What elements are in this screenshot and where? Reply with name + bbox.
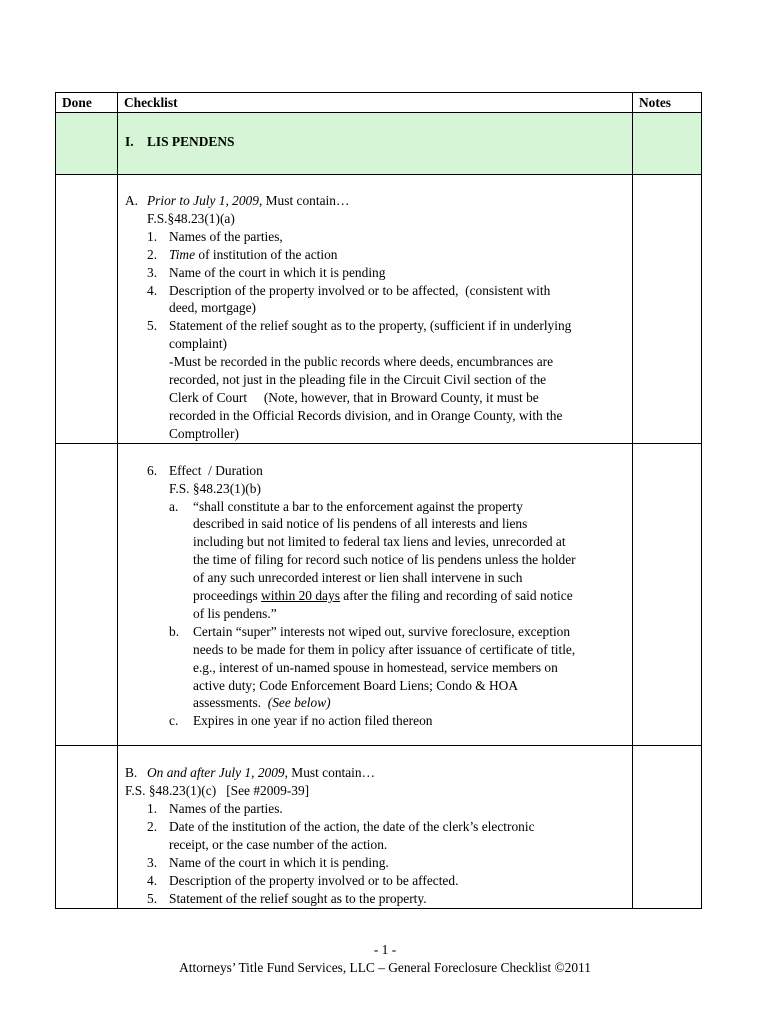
statute-ref: F.S. §48.23(1)(c) [See #2009-39]: [125, 783, 310, 799]
list-item: 2. Time of institution of the action: [147, 246, 338, 262]
done-cell: [56, 113, 118, 175]
statute-ref: F.S. §48.23(1)(b): [169, 480, 261, 496]
part-letter: A.: [125, 193, 139, 208]
list-item: 1. Names of the parties,: [147, 228, 283, 244]
sub-item-line: assessments. (See below): [193, 695, 331, 711]
checklist-column-header: Checklist: [118, 93, 633, 113]
sub-item-line: e.g., interest of un-named spouse in homestead, service members on: [193, 659, 558, 675]
footer-text: Attorneys’ Title Fund Services, LLC – General Foreclosure Checklist ©2011: [179, 960, 591, 975]
sub-item-line: the time of filing for record such notice of lis pendens unless the holder: [193, 552, 576, 568]
sub-item-line: active duty; Code Enforcement Board Liens; Condo & HOA: [193, 677, 519, 693]
list-item-continuation: deed, mortgage): [169, 300, 256, 316]
table-row: [56, 746, 702, 908]
section-row: [56, 113, 702, 175]
checklist-cell: [118, 746, 633, 908]
part-heading-italic: On and after July 1, 2009: [147, 765, 285, 781]
list-item: 5. Statement of the relief sought as to the property.: [147, 890, 427, 906]
list-item: 4. Description of the property involved or to be affected, (consistent with: [147, 282, 551, 298]
notes-cell: [633, 175, 702, 444]
notes-cell: [633, 746, 702, 908]
underlined-deadline: within 20 days: [261, 588, 340, 604]
note-line: Comptroller): [169, 425, 239, 441]
note-line: -Must be recorded in the public records where deeds, encumbrances are: [169, 354, 554, 370]
done-cell: [56, 746, 118, 908]
sub-item: c. Expires in one year if no action filed thereon: [169, 713, 433, 729]
section-title: LIS PENDENS: [147, 134, 235, 149]
done-column-header: Done: [56, 93, 118, 113]
sub-item: a. “shall constitute a bar to the enforcement against the property: [169, 498, 523, 514]
list-item: 5. Statement of the relief sought as to the property, (sufficient if in underlying: [147, 318, 572, 334]
checklist-cell: [118, 175, 633, 444]
part-heading-italic: Prior to July 1, 2009: [147, 193, 259, 208]
sub-item-line: needs to be made for them in policy after issuance of certificate of title,: [193, 641, 576, 657]
checklist-table: [55, 92, 702, 909]
list-item: 3. Name of the court in which it is pending: [147, 264, 386, 280]
notes-cell: [633, 443, 702, 746]
list-item: 4. Description of the property involved or to be affected.: [147, 872, 459, 888]
checklist-cell: [118, 443, 633, 746]
done-cell: [56, 443, 118, 746]
list-item: 6. Effect / Duration: [147, 462, 263, 478]
section-number: I.: [125, 134, 134, 149]
sub-item-line: of lis pendens.”: [193, 605, 277, 621]
sub-item-line: described in said notice of lis pendens of all interests and liens: [193, 516, 528, 532]
note-line: Clerk of Court (Note, however, that in Broward County, it must be: [169, 389, 539, 405]
note-line: recorded, not just in the pleading file in the Circuit Civil section of the: [169, 372, 547, 388]
note-line: recorded in the Official Records division, and in Orange County, with the: [169, 407, 563, 423]
table-header-row: [56, 93, 702, 113]
sub-item-line: proceedings within 20 days after the filing and recording of said notice: [193, 588, 573, 604]
list-item-continuation: receipt, or the case number of the action.: [169, 836, 388, 852]
sub-item: b. Certain “super” interests not wiped out, survive foreclosure, exception: [169, 623, 571, 639]
notes-column-header: Notes: [633, 93, 702, 113]
part-letter: B.: [125, 765, 138, 781]
notes-cell: [633, 113, 702, 175]
section-title-cell: [118, 113, 633, 175]
sub-item-line: of any such unrecorded interest or lien shall intervene in such: [193, 570, 523, 586]
list-item: 1. Names of the parties.: [147, 801, 283, 817]
sub-item-line: including but not limited to federal tax liens and levies, unrecorded at: [193, 534, 566, 550]
statute-ref: F.S.§48.23(1)(a): [147, 210, 235, 226]
table-row: [56, 443, 702, 746]
list-item: 3. Name of the court in which it is pending.: [147, 854, 389, 870]
list-item-continuation: complaint): [169, 336, 228, 352]
list-item: 2. Date of the institution of the action, the date of the clerk’s electronic: [147, 819, 535, 834]
done-cell: [56, 175, 118, 444]
table-row: [56, 175, 702, 444]
part-heading-rest: , Must contain…: [258, 193, 350, 208]
page-number: - 1 -: [373, 942, 397, 957]
part-heading-rest: , Must contain…: [284, 765, 375, 781]
